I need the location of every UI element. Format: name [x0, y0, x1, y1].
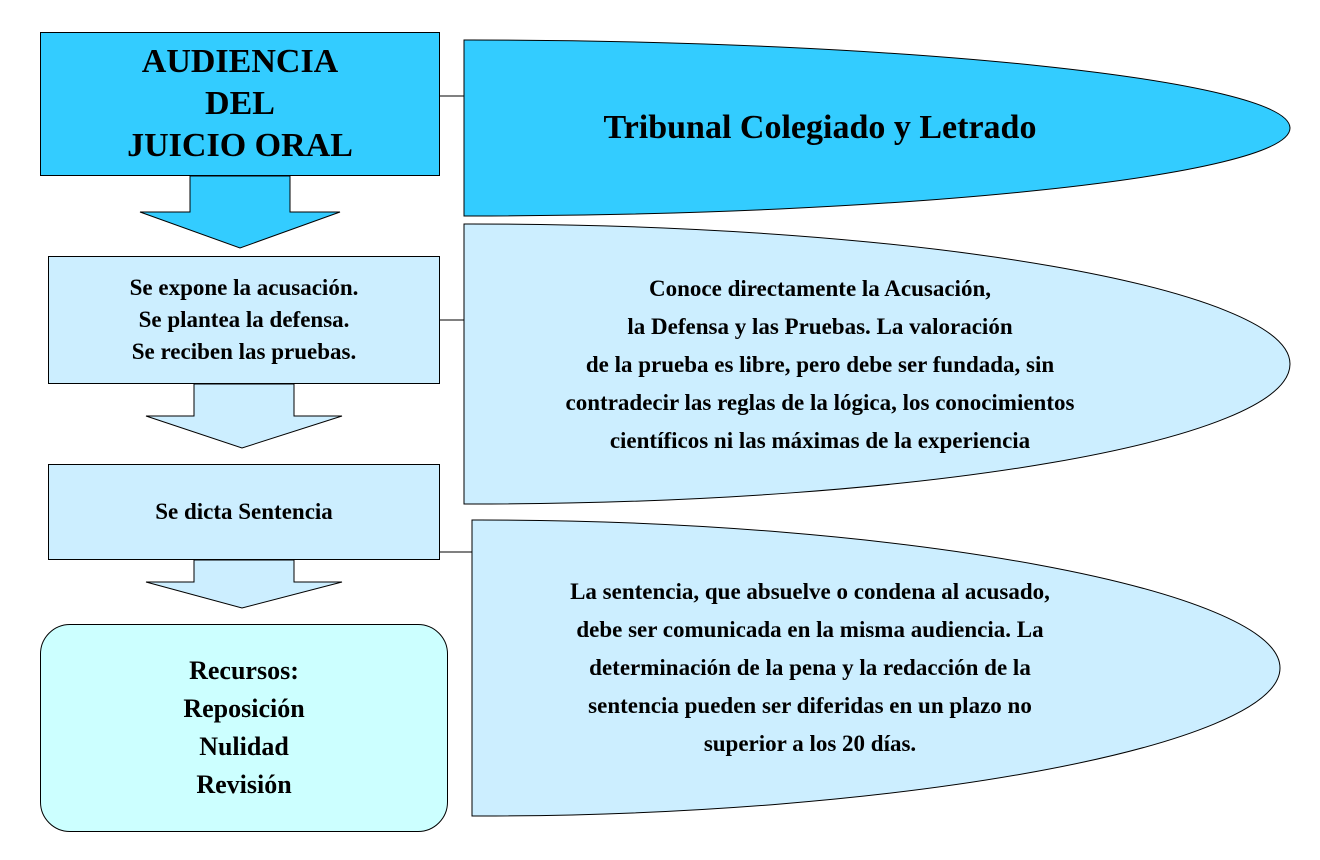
conoce-line: la Defensa y las Pruebas. La valoración — [627, 314, 1013, 339]
title-line: JUICIO ORAL — [127, 127, 353, 164]
sentencia-line: superior a los 20 días. — [703, 731, 917, 756]
sentencia-line: determinación de la pena y la redacción de la — [589, 655, 1031, 680]
step-line: Se plantea la defensa. — [138, 307, 350, 332]
step-line: Se reciben las pruebas. — [131, 339, 357, 364]
step-exposicion-box — [48, 256, 440, 384]
conoce-line: de la prueba es libre, pero debe ser fundada, sin — [585, 352, 1055, 377]
recursos-line: Reposición — [183, 694, 305, 723]
sentencia-line: La sentencia, que absuelve o condena al acusado, — [570, 579, 1050, 604]
down-arrow-3 — [146, 560, 342, 608]
recursos-line: Revisión — [196, 770, 292, 799]
tribunal-text: Tribunal Colegiado y Letrado — [603, 109, 1037, 146]
down-arrow-2 — [146, 384, 342, 448]
title-line: AUDIENCIA — [141, 43, 339, 80]
conoce-line: contradecir las reglas de la lógica, los conocimientos — [565, 390, 1075, 415]
sentencia-line: sentencia pueden ser diferidas en un plazo no — [588, 693, 1032, 718]
conoce-line: Conoce directamente la Acusación, — [649, 276, 991, 301]
title-box — [40, 32, 440, 176]
step-label: Se dicta Sentencia — [155, 499, 333, 524]
tribunal-label — [470, 40, 1170, 216]
sentencia-line: debe ser comunicada en la misma audiencia. La — [576, 617, 1044, 642]
down-arrow-1 — [140, 176, 340, 248]
recursos-line: Recursos: — [189, 656, 299, 685]
conoce-label — [460, 226, 1180, 504]
sentencia-label — [470, 520, 1150, 816]
recursos-line: Nulidad — [199, 732, 289, 761]
title-line: DEL — [205, 85, 275, 122]
step-line: Se expone la acusación. — [129, 275, 359, 300]
recursos-box — [40, 624, 448, 832]
step-sentencia-box — [48, 464, 440, 560]
conoce-line: científicos ni las máximas de la experiencia — [609, 428, 1031, 453]
